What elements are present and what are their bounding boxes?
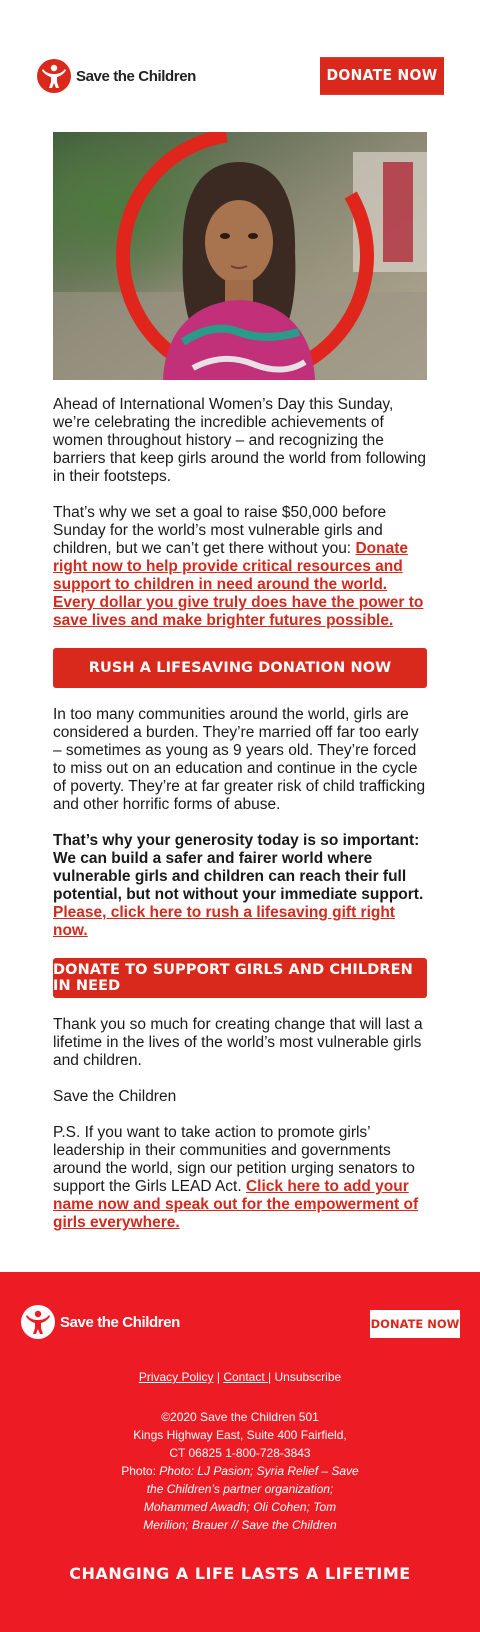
ps-paragraph <box>53 1124 427 1232</box>
hero-image[interactable] <box>53 132 427 380</box>
separator: | <box>268 1370 272 1384</box>
email-body <box>53 396 427 1250</box>
footer-donate-button[interactable]: DONATE NOW <box>370 1310 460 1338</box>
footer-brand-name: Save the Children <box>60 1313 180 1331</box>
generosity-text: That’s why your generosity today is so important: We can build a safer and fairer world where vulnerable girls and children can reach their full potential, but not without your immediate support. <box>53 832 424 903</box>
footer-links <box>0 1370 480 1384</box>
goal-text: That’s why we set a goal to raise $50,000 before Sunday for the world’s most vulnerable girls and children, but we can’t get there without you: <box>53 504 387 557</box>
thanks-paragraph: Thank you so much for creating change that will last a lifetime in the lives of the world’s most vulnerable girls and children. <box>53 1016 423 1069</box>
child-figure-icon <box>20 1304 56 1340</box>
unsubscribe-link[interactable]: Unsubscribe <box>274 1370 342 1384</box>
brand-logo[interactable] <box>36 56 196 96</box>
child-figure-icon <box>36 58 72 94</box>
ps-text: P.S. If you want to take action to promote girls’ leadership in their communities and governments around the world, sign our petition urging senators to support the Girls LEAD Act. <box>53 1124 415 1195</box>
photo-credit: Photo: Photo: LJ Pasion; Syria Relief – Save the Children’s partner organization; Mohammed Awadh; Oli Cohen; Tom Merilion; Brauer // Save the Children <box>121 1464 359 1532</box>
header-donate-button[interactable]: DONATE NOW <box>320 57 444 95</box>
problem-paragraph: In too many communities around the world, girls are considered a burden. They’re married off far too early – sometimes as young as 9 years old. They’re forced to miss out on an education and continue in the cycle of poverty. They’re at far greater risk of child trafficking and other horrific forms of abuse. <box>53 706 426 813</box>
tagline: CHANGING A LIFE LASTS A LIFETIME <box>69 1564 411 1583</box>
footer-brand-logo[interactable] <box>20 1302 180 1342</box>
brand-name: Save the Children <box>76 67 196 85</box>
petition-link[interactable]: Click here to add your name now and speak out for the empowerment of girls everywhere. <box>53 1178 419 1231</box>
support-girls-button[interactable]: DONATE TO SUPPORT GIRLS AND CHILDREN IN NEED <box>53 958 427 998</box>
donate-inline-link[interactable]: Donate right now to help provide critical resources and support to children in need around the world. Every dollar you give truly does have the power to save lives and make brighter futures possible. <box>53 540 424 629</box>
generosity-paragraph <box>53 832 427 940</box>
rush-gift-link[interactable]: Please, click here to rush a lifesaving gift right now. <box>53 904 395 939</box>
intro-paragraph: Ahead of International Women’s Day this Sunday, we’re celebrating the incredible achievements of women throughout history – and recognizing the barriers that keep girls around the world from following in their footsteps. <box>53 396 427 485</box>
address-line: ©2020 Save the Children 501 <box>161 1410 319 1424</box>
signature: Save the Children <box>53 1088 177 1105</box>
goal-paragraph <box>53 504 427 630</box>
footer-address <box>120 1408 360 1534</box>
address-line: Kings Highway East, Suite 400 Fairfield, <box>133 1428 347 1442</box>
email-header <box>36 56 444 96</box>
address-line: CT 06825 1-800-728-3843 <box>169 1446 311 1460</box>
email-footer <box>0 1272 480 1632</box>
separator: | <box>216 1370 220 1384</box>
contact-link[interactable]: Contact <box>223 1370 269 1384</box>
rush-donation-button[interactable]: RUSH A LIFESAVING DONATION NOW <box>53 648 427 688</box>
privacy-policy-link[interactable]: Privacy Policy <box>138 1370 214 1384</box>
